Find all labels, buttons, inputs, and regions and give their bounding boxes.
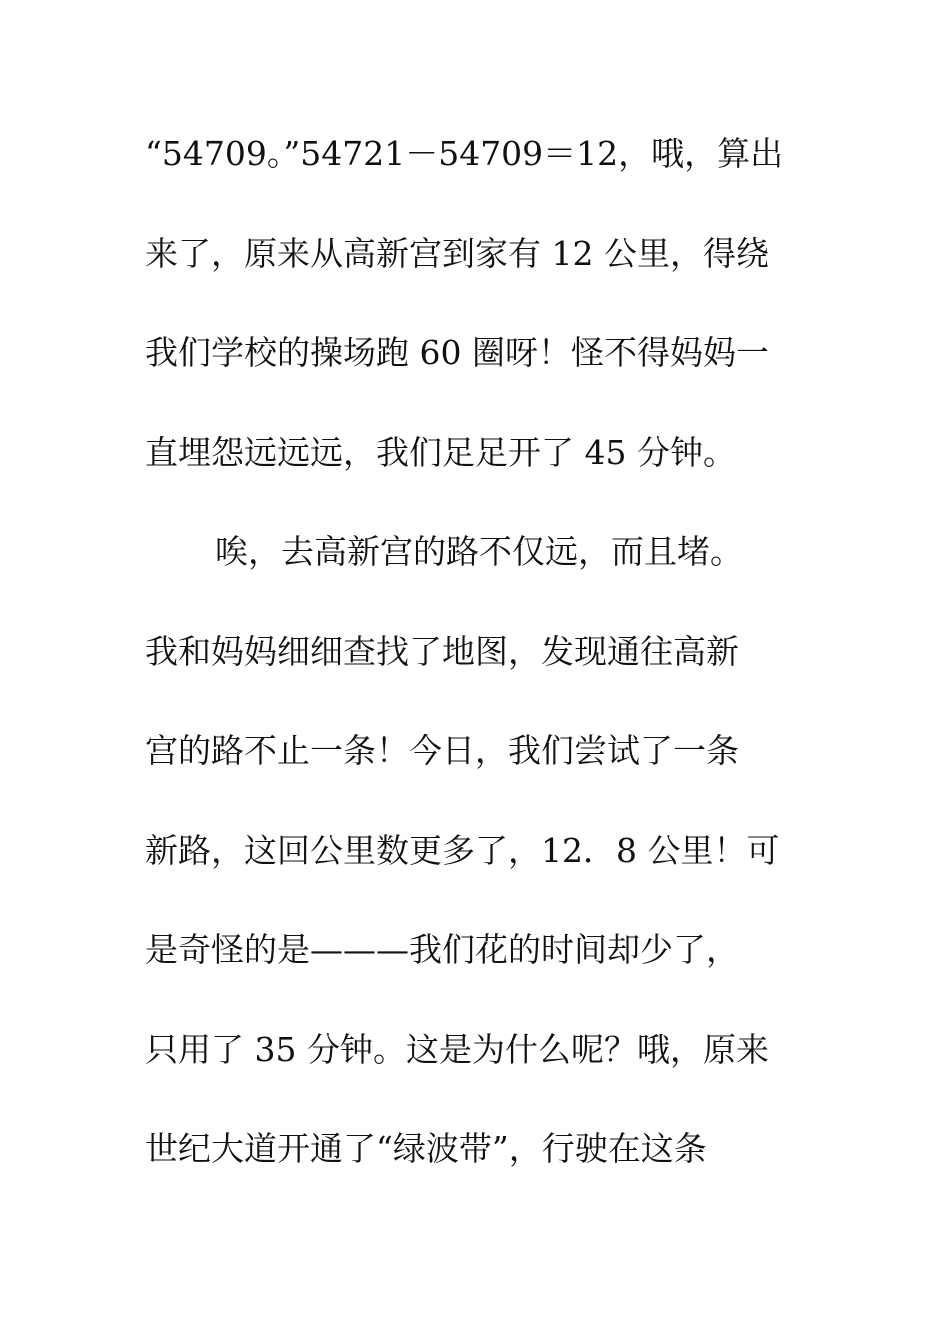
text-line-7: 宫的路不止一条！今日，我们尝试了一条 [145, 731, 739, 770]
text-line-11: 世纪大道开通了“绿波带”，行驶在这条 [145, 1129, 707, 1168]
text-line-6: 我和妈妈细细查找了地图，发现通往高新 [145, 631, 739, 671]
text-line-3: 我们学校的操场跑 60 圈呀！怪不得妈妈一 [145, 333, 769, 372]
text-line-4: 直埋怨远远远，我们足足开了 45 分钟。 [145, 432, 736, 472]
text-line-10: 只用了 35 分钟。这是为什么呢？哦，原来 [145, 1029, 769, 1069]
text-line-9: 是奇怪的是———我们花的时间却少了， [145, 930, 739, 969]
text-line-1: “54709。”54721－54709＝12，哦，算出 [145, 134, 784, 173]
text-line-8: 新路，这回公里数更多了，12．8 公里！可 [145, 830, 780, 870]
text-line-2: 来了，原来从高新宫到家有 12 公里，得绕 [145, 233, 769, 273]
text-line-5-paragraph-start: 唉，去高新宫的路不仅远，而且堵。 [215, 532, 743, 571]
body-text [145, 124, 825, 1219]
